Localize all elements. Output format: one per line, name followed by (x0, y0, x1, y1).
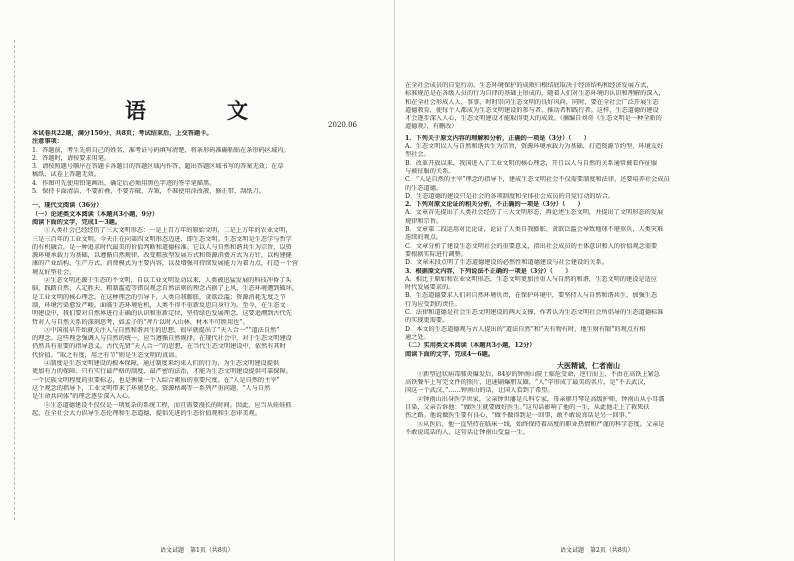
option-line: 型社会。 (405, 151, 430, 159)
question-1: 1．下列关于原文内容的理解和分析，正确的一项是（3分）（ ） (405, 134, 590, 142)
option-line: 通之处。 (405, 333, 430, 341)
passage-line: 是生命共同体”的理念逐步深入人心。 (32, 393, 135, 401)
passage-line: 仍然具有重要的指导意义。古代先贤“天人合一”的思想，在当代生态文明建设中，依然有其时 (32, 343, 286, 351)
option-line: D．生态道德的建设只是社会的各项制度和全体社会成员的自觉行动的结合。 (405, 192, 615, 200)
story-line: ③从医后，他一直坚持在临床一线，始终保持着高度的职业热情和严谨的科学态度。父亲是 (417, 420, 665, 428)
subsection-heading: （一）论述类文本阅读（本题共3小题，9分） (32, 210, 159, 218)
story-title: 大医精诚，仁者南山 (557, 360, 620, 370)
passage-line: 更加有力的保障。只有实行最严格的制度、最严密的法治，才能为生态文明建设提供可靠保障。 (32, 368, 292, 376)
option-line: C．“人是自然的主宰”理念的指导下，建成生态文明社会不仅需要制度和法律，还要培养社会成员 (405, 176, 670, 184)
note-line: 1．答题前，考生先将自己的姓名、准考证号码填写清楚，将条形码准确粘贴在条形码区域内。 (32, 146, 290, 154)
option-line: C．法律和道德是社会生态文明建设的两大支撑，作者认为生态文明社会所倡导的生态道德标准 (405, 309, 664, 317)
page-left (0, 0, 385, 561)
option-line: 的实现更需要。 (405, 317, 449, 325)
option-line: D．本文的生态道德观与古人提出的“道法自然”和“天有物有时，地生财有限”的观点有相 (405, 325, 646, 333)
reading-instruction-2: 阅读下面的文字，完成4～6题。 (405, 350, 495, 358)
option-line: 时代发展要求的。 (405, 284, 455, 292)
passage-line: 境友好型社会。 (32, 268, 76, 276)
exam-notice: 本试卷共22题，满分150分，共8页；考试结束后，上交答题卡。 (32, 130, 213, 137)
story-line: 不敢说谎话的人，这句话让钟南山受益一生。 (405, 428, 529, 436)
passage-continued: 标准规范是在各级人员的行为自律的基础上形成的，随着人们对生态环境的认识和理解的深入， (405, 90, 665, 98)
story-line: 伤之路。他说做医生要有良心，“做不做得到是一回事，敢不敢说真话是另一回事。” (405, 412, 631, 420)
story-line: 国这一个武汉，”……钟南山的话，让国人看到了希望。 (405, 387, 554, 395)
option-line: 的生态道德。 (405, 184, 443, 192)
story-line: 高铁餐车上写完文件的照片，迅速刷爆朋友圈，“人”字形成了最美的名片，是“不去武汉， (405, 379, 650, 387)
passage-line: 脑，践踏自然，人定胜天、粗制滥造等错误观念自然法则的理念占据了上风，生态环境遭到破坏， (32, 285, 299, 293)
story-line: ①新型冠状病毒肺炎爆发后，84岁的钟南山院士临危受命，逆行而上，不由在高铁上紧急 (417, 370, 660, 378)
note-line: 2．答题时，请按要求用笔。 (32, 154, 111, 162)
story-line: 目染，父亲告诉他：“做医生就要做好医生。”这句话影响了他的一生，从此他走上了救死扶 (405, 403, 650, 411)
page-footer-right: 语文试题 第2页（共8页） (560, 547, 634, 554)
passage-line: 哲对人与自然关系的深刻思考，如孟子的“斧斤以时入山林，材木不可胜用也”。 (32, 318, 249, 326)
notes-heading: 注意事项： (32, 138, 63, 146)
story-line: ②钟南山出身医学世家，父亲钟世藩是儿科专家，母亲廖月琴是高级护师，钟南山从小耳濡 (417, 395, 665, 403)
section-heading: 一、现代文阅读（36分） (32, 202, 103, 210)
reading-instruction: 阅读下面的文字，完成1～3题。 (32, 218, 122, 226)
exam-date: 2020.06 (328, 121, 357, 129)
option-line: 规律和宗旨。 (405, 217, 443, 225)
passage-continued: 道德观》，有删改） (405, 123, 458, 131)
option-line: D．文章末段点明了生态道德建设的必然性和道德建设与社会建设的关系。 (405, 259, 608, 267)
passage-line: 代价值。“取之有度，用之有节”则是生态文明的真谛。 (32, 351, 181, 359)
passage-line: 三是三百年的工业文明。今天正在向第四文明形态迈进，即生态文明。生态文明是生态学与哲学 (32, 235, 292, 243)
question-2: 2．下列对原文论证的相关分析，不正确的一项是（3分）（ ） (405, 201, 584, 209)
passage-line: 一个民族文明程度的重要标志，也是衡量一个人综合素质的重要尺度。在“人是自然的主宰” (32, 376, 280, 384)
question-3: 3．根据原文内容，下列说法不正确的一项是（3分）（ ） (405, 267, 572, 275)
subsection-heading-2: （二）实用类文本阅读（本题共3小题，12分） (405, 342, 536, 350)
note-line: 3．请按照题号顺序在答题卡各题目的答题区域内作答，超出答题区域书写的答案无效；在草 (32, 163, 284, 171)
passage-continued: 道德教育，使每个人都成为生态文明建设的参与者、推动者和践行者。这样，生态道德的建设 (405, 106, 659, 114)
passage-line: 制，环境污染愈发严峻。面临生态环境危机，人类不得不重新反思自身行为。至今，在生态文 (32, 301, 286, 309)
passage-line: 是工业文明的核心理念。在这种理念的引导下，人类自我膨胀，贪欲泛滥；资源消耗无度乏节 (32, 293, 286, 301)
passage-continued: 才会逐步深入人心，生态文明建设才能取得更大的成效。（摘编自刘奇《生态文明是一种全新的 (405, 115, 662, 123)
option-line: 与被征服的关系。 (405, 167, 455, 175)
passage-continued: 在全社会成员的自觉行动。生态环境保护的成败归根结底取决于经济结构和经济发展方式， (405, 82, 653, 89)
passage-line: ③中国很早开始就关注人与自然和谐共生的思想，很早就提出了“天人合一”“道法自然” (44, 326, 280, 334)
passage-line: 康的产业结构，生产方式、消费模式为主要内容，以及增强可持续发展能力为着力点，打造一个营 (32, 260, 299, 268)
passage-line: 起，在全社会大力倡导生态伦理和生态道德，提倡先进的生态价值观和生态审美观。 (32, 409, 261, 417)
note-line: 稿纸、试卷上答题无效。 (32, 171, 101, 179)
option-line: B．文章第二段运用对比论证，论证了人类自我膨胀、贪欲泛滥会导致地球不堪重负，人类灾难 (405, 226, 664, 234)
passage-line: ①人类社会已经经历了三大文明形态：一是上百万年的原始文明，二是上万年的农业文明， (44, 227, 292, 235)
page-footer-left: 语文试题 第1页（共8页） (160, 547, 234, 554)
option-line: C．文章分析了建设生态文明社会的重要意义，指出社会成员的主体意识和人的价值观念需要 (405, 242, 658, 250)
option-line: A．生态文明以人与自然和谐共生为宗旨，资源环境承载力为基础，打造资源节约型、环境友好 (405, 143, 664, 151)
passage-line: ⑤生态道德建设不仅仅是一项复杂的系统工程，而且需要漫长的时间。因此，应当从娃娃抓 (44, 401, 292, 409)
note-line: 5．保持卡面清洁，不要折叠，不要弄破、弄皱，不准使用涂改液、修正带、刮纸刀。 (32, 188, 265, 196)
passage-line: 明建设中，我们要对自然界进行正确的认识和重新定位，坚持绿色发展理念。这要追溯到古代先 (32, 310, 292, 318)
option-line: 行为应受到的责任。 (405, 300, 461, 308)
note-line: 4．作图可先使用铅笔画出，确定后必须用黑色字迹的签字笔描黑。 (32, 179, 216, 187)
option-line: 要根据实际进行调整。 (405, 250, 467, 258)
passage (32, 227, 371, 418)
passage-line: ②生态文明还源于生态的不文明，自以工业文明发动以来，人类被迅猛发展的科技冲昏了头 (44, 277, 292, 285)
option-line: A．文章首先提出了人类社会经历了三大文明形态，再论述生态文明，并提出了文明形态的发展 (405, 209, 664, 217)
option-line: B．改革开放以来，我国进入了工业文明的核心理念，开且以人与自然的关系通常被看作征服 (405, 159, 658, 167)
page-right (397, 0, 782, 561)
passage-continued: 和在全社会形成人人、事事、时时崇尚生态文明的良好风尚，同时，要在全社会广泛开展生态 (405, 98, 659, 106)
passage-line: 这个观念的指导下，工业文明带来了环境恶化、资源枯竭等一系列严重问题，“人与自然 (32, 384, 271, 392)
passage-line: ④制度是生态文明建设的根本保障，通过制度来约束人们的行为，为生态文明建设提供 (44, 360, 280, 368)
exam-title: 语 文 (125, 98, 278, 123)
page-divider (394, 0, 395, 561)
passage-line: 的有机融合，是一种追求时代最美的价值判断和道德标准。它以人与自然和谐共生为宗旨，以资 (32, 243, 292, 251)
passage-line: 的理念。这些理念强调人与自然的统一，应当遵循自然规律。在现代社会中，对于生态文明建设 (32, 335, 292, 343)
option-line: A．相比于原始和农业文明形态，生态文明更加注重人与自然的和谐，生态文明的建设是适应 (405, 275, 657, 283)
option-line: B．生态道德要求人们对自然环境负责，在保护环境中，要坚持人与自然和谐共生，加强生态 (405, 292, 658, 300)
option-line: 连续的观点。 (405, 234, 443, 242)
passage-line: 源环境承载力为基础，以遵循自然规律，改变粗放型发展方式和资源消费方式为方针，以构建健 (32, 252, 292, 260)
